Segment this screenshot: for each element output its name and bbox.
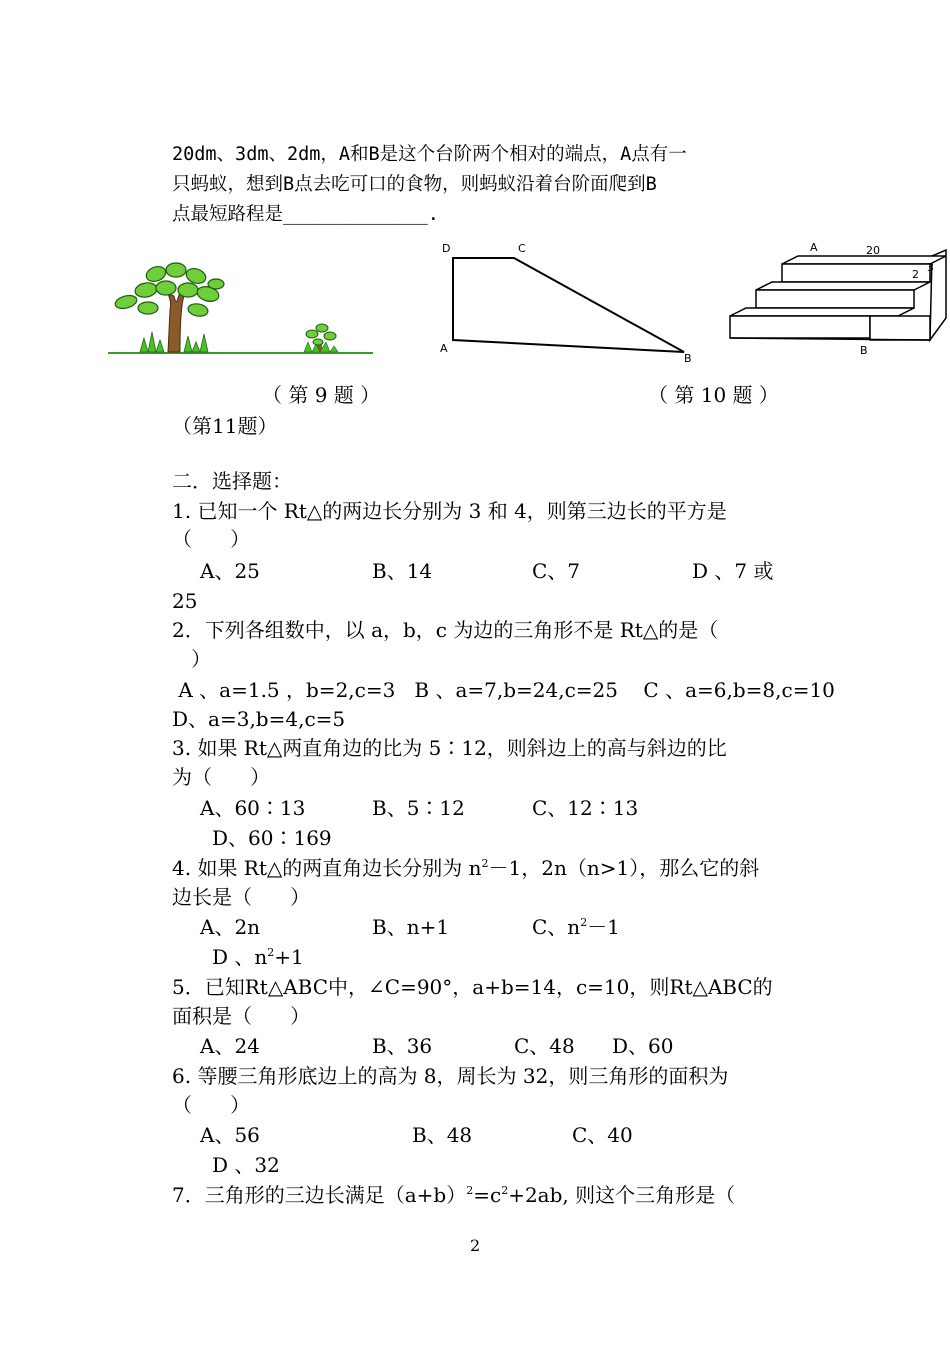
q1-stem-2: （ ） [172,527,251,551]
q1-option-c: C、7 [532,559,581,583]
q6-option-c: C、40 [572,1123,633,1147]
label-b: B [860,344,868,357]
intro-line-1: 20dm、3dm、2dm，A和B是这个台阶两个相对的端点，A点有一 [172,144,687,165]
q6-stem-2: （ ） [172,1093,251,1117]
label-c: C [518,242,526,255]
label-a: A [440,342,448,355]
label-b: B [684,352,692,365]
q7-stem: 7．三角形的三边长满足$(a+b)^2=c^2+2ab$, 则这个三角形是（ [172,1183,736,1207]
q3-stem-2: 为（ ） [172,765,271,789]
page-number: 2 [470,1236,481,1255]
q4-stem-1: 4. 如果 Rt△的两直角边长分别为 $n^2-1$，2n（n>1），那么它的斜 [172,856,760,880]
q1-option-b: B、14 [372,559,433,583]
q2-stem-1: 2．下列各组数中，以 a，b，c 为边的三角形不是 Rt△的是（ [172,618,719,642]
q1-option-d: D 、7 或 [692,559,774,583]
q5-option-b: B、36 [372,1034,433,1058]
q4-option-c: C、$n^2-1$ [532,915,620,939]
q6-option-a: A、56 [200,1123,260,1147]
fig11-caption: （第11题） [172,414,278,438]
label-d: D [442,242,451,255]
q2-option-d: D、a=3,b=4,c=5 [172,707,346,731]
label-a: A [810,241,818,254]
tree-illustration [108,262,376,358]
q3-option-a: A、60∶13 [200,796,306,820]
q5-stem-2: 面积是（ ） [172,1004,311,1028]
q1-option-d-cont: 25 [172,589,198,613]
section-title: 二．选择题： [172,469,292,493]
intro-line-2: 只蚂蚁，想到B点去吃可口的食物，则蚂蚁沿着台阶面爬到B [172,174,657,195]
q5-option-d: D、60 [612,1034,674,1058]
q2-options-abc: A 、a=1.5 ，b=2,c=3 B 、a=7,b=24,c=25 C 、a=6,b=8,c=10 [172,678,835,702]
q3-stem-1: 3. 如果 Rt△两直角边的比为 5∶12，则斜边上的高与斜边的比 [172,736,727,760]
q3-option-b: B、5∶12 [372,796,465,820]
q6-option-b: B、48 [412,1123,473,1147]
q1-option-a: A、25 [200,559,260,583]
q3-option-c: C、12∶13 [532,796,639,820]
q1-stem-1: 1. 已知一个 Rt△的两边长分别为 3 和 4，则第三边长的平方是 [172,499,727,523]
fig10-caption: （ 第 10 题 ） [648,383,779,407]
q2-stem-2: ） [172,647,212,671]
q4-option-a: A、2n [200,915,261,939]
q5-option-c: C、48 [514,1034,575,1058]
trapezoid-figure [432,240,702,365]
q5-option-a: A、24 [200,1034,260,1058]
q6-stem-1: 6. 等腰三角形底边上的高为 8，周长为 32，则三角形的面积为 [172,1064,729,1088]
q3-option-d: D、60∶169 [212,826,332,850]
q5-stem-1: 5．已知Rt△ABC中，∠C=90°，a+b=14，c=10，则Rt△ABC的 [172,975,773,999]
label-20: 20 [866,244,880,257]
stairs-figure [724,238,950,360]
q6-option-d: D 、32 [212,1153,280,1177]
intro-line-3: 点最短路程是_____________. [172,204,439,225]
label-3: 3 [927,261,934,274]
q4-option-b: B、n+1 [372,915,450,939]
q4-stem-2: 边长是（ ） [172,885,311,909]
label-2: 2 [912,268,919,281]
fig9-caption: （ 第 9 题 ） [262,383,381,407]
q4-option-d: D 、$n^2+1$ [212,945,304,969]
